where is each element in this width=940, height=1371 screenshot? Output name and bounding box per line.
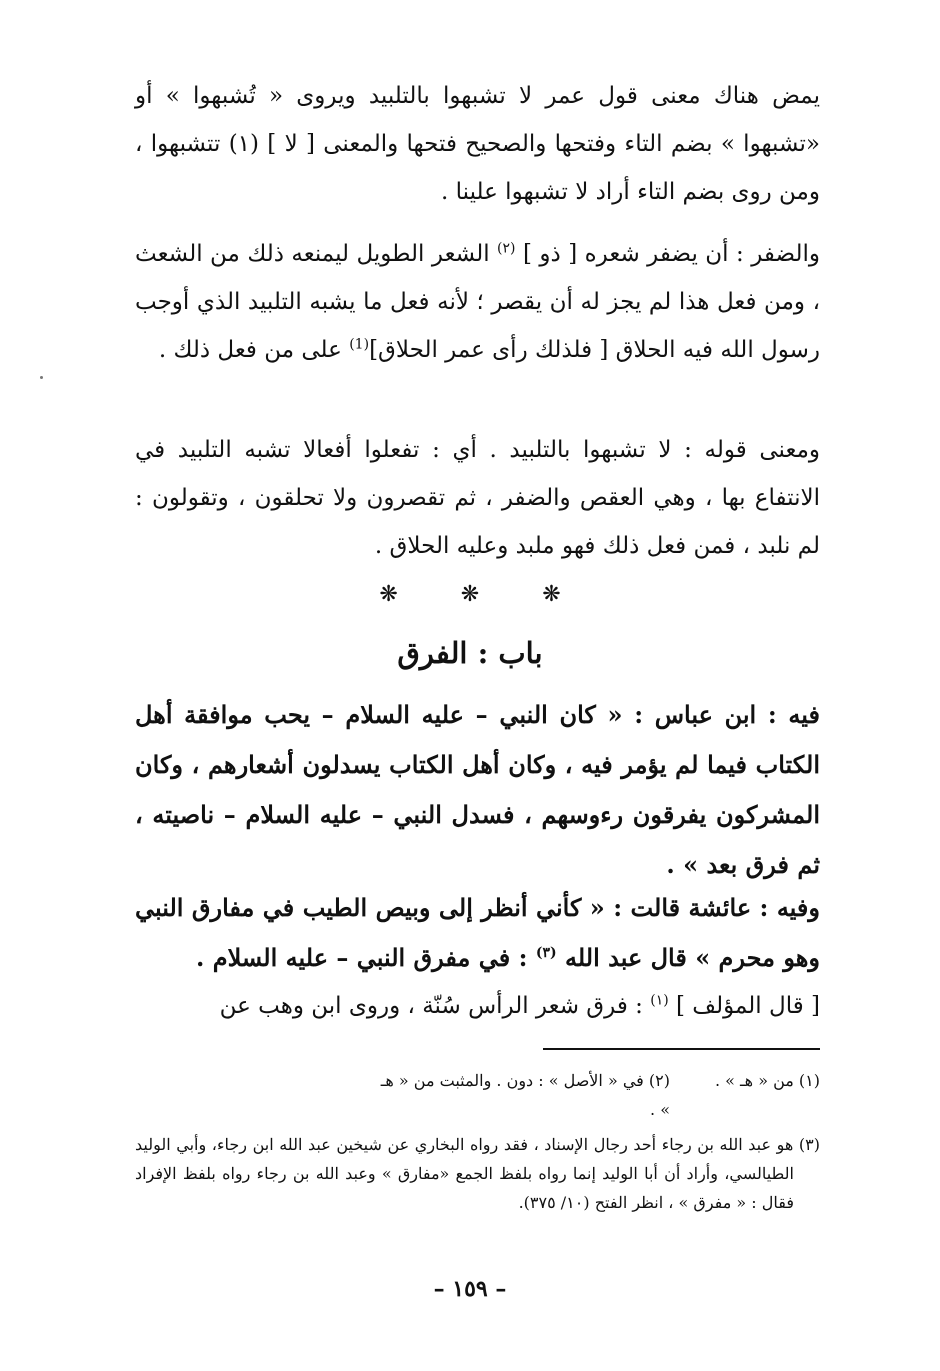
footnote-2: (٢) في « الأصل » : دون . والمثبت من « هـ » . xyxy=(380,1071,670,1119)
page-number: – ١٥٩ – xyxy=(433,1276,507,1302)
hadith-aisha-part-2: : في مفرق النبي – عليه السلام . xyxy=(196,943,528,972)
footnote-row xyxy=(135,1066,820,1124)
hadith-aisha xyxy=(135,883,820,983)
paragraph-author-says xyxy=(135,982,820,1030)
section-title: باب : الفرق xyxy=(397,636,543,670)
hadith-ibn-abbas: فيه : ابن عباس : « كان النبي – عليه السلام – يحب موافقة أهل الكتاب فيما لم يؤمر فيه ، وكان أهل الكتاب يسدلون أشعارهم ، وكان المشركون يفرقون رءوسهم ، فسدل النبي – عليه السلام – ناصيته ، ثم فرق بعد » . xyxy=(135,700,820,879)
paragraph-dafr xyxy=(135,230,820,374)
footnotes xyxy=(135,1066,820,1217)
footnote-ref-1: (1) xyxy=(349,336,370,353)
paragraph-dafr-part-3: على من فعل ذلك . xyxy=(158,337,342,363)
hadith-aisha-part-1: وفيه : عائشة قالت : « كأني أنظر إلى وبيص الطيب في مفارق النبي وهو محرم » قال عبد الله xyxy=(135,893,820,972)
paragraph-author-part-1: [ قال المؤلف ] xyxy=(676,993,820,1019)
margin-speck xyxy=(40,376,43,379)
paragraph-dafr-part-1: والضفر : أن يضفر شعره [ ذو ] xyxy=(522,241,820,267)
section-separator xyxy=(0,580,940,610)
footnote-ref-1b: (١) xyxy=(650,992,669,1009)
footnote-3: (٣) هو عبد الله بن رجاء أحد رجال الإسناد ، فقد رواه البخاري عن شيخين عبد الله ابن رجاء، وأبي الوليد الطيالسي، وأراد أن أبا الوليد إنما رواه بلفظ الجمع «مفارق » وعبد الله بن رجاء رواه بلفظ الإفراد فقال : « مفرق » ، انظر الفتح (١٠/ ٣٧٥). xyxy=(135,1135,821,1212)
paragraph-author-part-2: : فرق شعر الرأس سُنّة ، وروى ابن وهب عن xyxy=(219,993,643,1019)
footnote-ref-3: (٣) xyxy=(535,945,557,961)
separator-star-icon: ❋ xyxy=(460,582,480,607)
paragraph-tashbihu: يمض هناك معنى قول عمر لا تشبهوا بالتلبيد ويروى « تُشبهوا » أو «تشبهوا » بضم التاء وفتحها والصحيح فتحها والمعنى [ لا ] (١) تتشبهوا ، ومن روى بضم التاء أراد لا تشبهوا علينا . xyxy=(135,83,820,205)
paragraph-meaning: ومعنى قوله : لا تشبهوا بالتلبيد . أي : تفعلوا أفعالا تشبه التلبيد في الانتفاع بها ، وهي العقص والضفر ، ثم تقصرون ولا تحلقون ، وتقولون : لم نلبد ، فمن فعل ذلك فهو ملبد وعليه الحلاق . xyxy=(135,437,820,559)
footnote-ref-2: (٢) xyxy=(497,240,516,257)
footnote-1: (١) من « هـ » . xyxy=(714,1071,820,1090)
separator-star-icon: ❋ xyxy=(379,582,398,607)
footnote-divider xyxy=(543,1048,820,1050)
paragraph-dafr-part-2: الشعر الطويل ليمنعه ذلك من الشعث ، ومن فعل هذا لم يجز له أن يقصر ؛ لأنه فعل ما يشبه التلبيد الذي أوجب رسول الله فيه الحلاق [ فلذلك رأى عمر الحلاق] xyxy=(135,241,820,363)
separator-star-icon: ❋ xyxy=(542,582,561,607)
